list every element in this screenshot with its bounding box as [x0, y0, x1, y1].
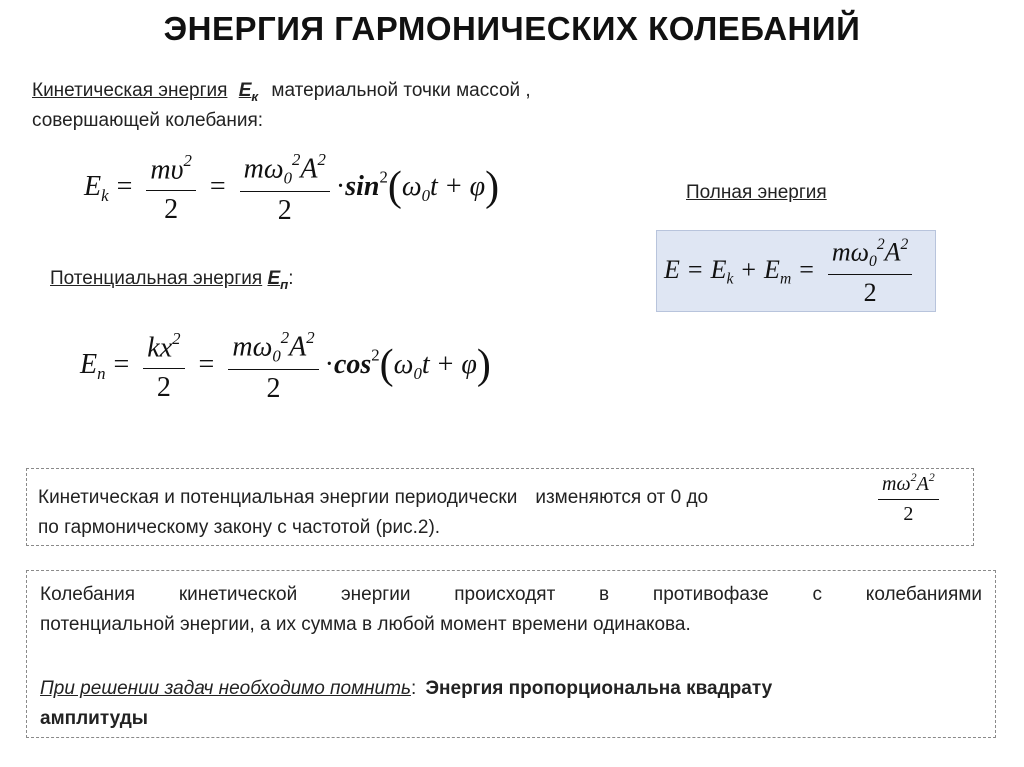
total-energy-label: Полная энергия: [686, 182, 827, 203]
box1-line2: по гармоническому закону с частотой (рис.2).: [38, 517, 441, 538]
max-energy-formula: $\frac{m\omega^2A^2}{2}$: [878, 470, 939, 526]
kinetic-formula: $E_k$ = $\frac{m\upsilon^2}{2}$ = $\frac{m\omega_0^2A^2}{2}$ $\cdot\sin^2(\omega_0t + \varphi)$: [84, 150, 500, 227]
note-bold-1: Энергия пропорциональна квадрату: [425, 678, 773, 699]
kinetic-label: Кинетическая энергия: [32, 80, 228, 101]
note-italic: При решении задач необходимо помнить: [40, 678, 411, 699]
kinetic-desc-rest: материальной точки массой ,: [271, 80, 531, 101]
box1-line1: Кинетическая и потенциальная энергии периодически изменяются от 0 до: [38, 487, 709, 508]
page-title: ЭНЕРГИЯ ГАРМОНИЧЕСКИХ КОЛЕБАНИЙ: [163, 10, 861, 47]
box2-note: При решении задач необходимо помнить: Энергия пропорциональна квадрату: [40, 678, 773, 699]
potential-label: Потенциальная энергия: [50, 268, 263, 289]
box2-line1: Колебания кинетической энергии происходят в противофазе с колебаниями: [40, 584, 982, 605]
note-bold-2: амплитуды: [40, 708, 149, 729]
potential-symbol: $E_п$: [267, 268, 289, 292]
total-energy-formula: $E = E_k + E_m$ = $\frac{m\omega_0^2A^2}{2}$: [664, 236, 918, 308]
potential-description: Потенциальная энергия $E_п$:: [50, 268, 294, 292]
kinetic-desc-line2: совершающей колебания:: [32, 110, 264, 131]
potential-formula: $E_n$ = $\frac{kx^2}{2}$ = $\frac{m\omega_0^2A^2}{2}$ $\cdot\cos^2(\omega_0t + \varphi)$: [80, 328, 491, 405]
kinetic-symbol: $E_к$: [238, 80, 259, 104]
box2-line2: потенциальной энергии, а их сумма в любой момент времени одинакова.: [40, 614, 691, 635]
